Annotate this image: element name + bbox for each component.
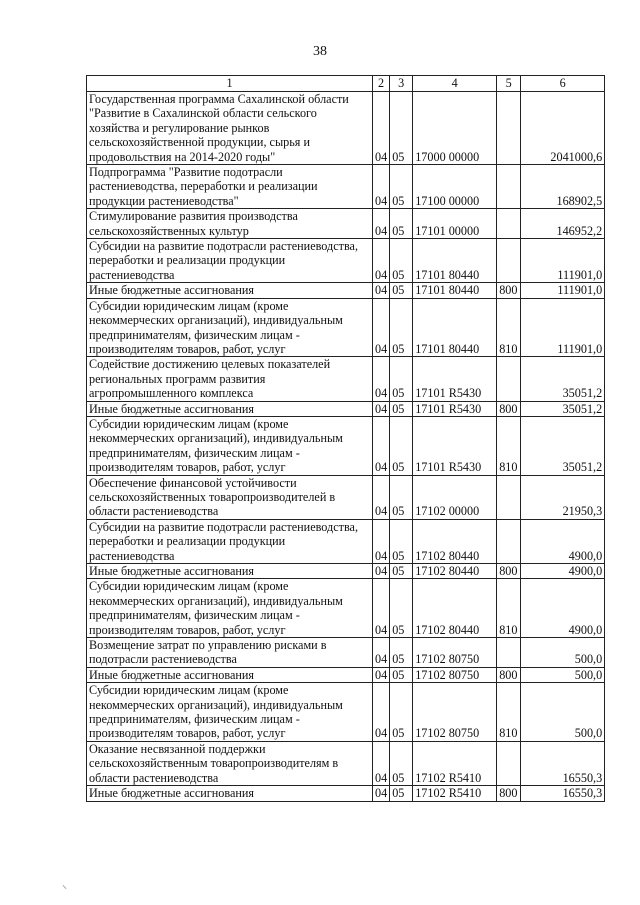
row-name: Иные бюджетные ассигнования bbox=[87, 283, 373, 298]
row-expense-type bbox=[497, 357, 521, 401]
row-subsection: 05 bbox=[390, 564, 413, 579]
row-expense-type bbox=[497, 519, 521, 563]
table-row bbox=[87, 283, 605, 298]
row-target-code: 17102 80750 bbox=[413, 638, 497, 668]
row-section: 04 bbox=[373, 519, 390, 563]
row-name: Иные бюджетные ассигнования bbox=[87, 564, 373, 579]
table-row bbox=[87, 564, 605, 579]
budget-table bbox=[86, 75, 605, 802]
row-expense-type: 800 bbox=[497, 564, 521, 579]
row-expense-type: 800 bbox=[497, 786, 521, 801]
col-header-5: 5 bbox=[497, 76, 521, 92]
row-target-code: 17101 R5430 bbox=[413, 416, 497, 475]
col-header-2: 2 bbox=[373, 76, 390, 92]
row-amount: 16550,3 bbox=[521, 741, 605, 785]
col-header-6: 6 bbox=[521, 76, 605, 92]
row-expense-type bbox=[497, 209, 521, 239]
row-amount: 111901,0 bbox=[521, 298, 605, 357]
row-subsection: 05 bbox=[390, 92, 413, 165]
row-subsection: 05 bbox=[390, 786, 413, 801]
row-name: Субсидии юридическим лицам (кроме некоммерческих организаций), индивидуальным предпринимателям, физическим лицам - производителям товаров, работ, услуг bbox=[87, 298, 373, 357]
row-name: Субсидии юридическим лицам (кроме некоммерческих организаций), индивидуальным предпринимателям, физическим лицам - производителям товаров, работ, услуг bbox=[87, 683, 373, 742]
table-row bbox=[87, 667, 605, 682]
row-section: 04 bbox=[373, 475, 390, 519]
row-section: 04 bbox=[373, 401, 390, 416]
row-target-code: 17101 80440 bbox=[413, 283, 497, 298]
row-amount: 111901,0 bbox=[521, 283, 605, 298]
table-row bbox=[87, 786, 605, 801]
row-name: Иные бюджетные ассигнования bbox=[87, 667, 373, 682]
row-subsection: 05 bbox=[390, 401, 413, 416]
row-amount: 35051,2 bbox=[521, 357, 605, 401]
table-row bbox=[87, 519, 605, 563]
row-expense-type bbox=[497, 741, 521, 785]
row-target-code: 17102 80440 bbox=[413, 579, 497, 638]
row-amount: 500,0 bbox=[521, 683, 605, 742]
row-name: Иные бюджетные ассигнования bbox=[87, 401, 373, 416]
row-subsection: 05 bbox=[390, 283, 413, 298]
row-expense-type: 810 bbox=[497, 298, 521, 357]
row-subsection: 05 bbox=[390, 579, 413, 638]
row-section: 04 bbox=[373, 741, 390, 785]
table-row bbox=[87, 741, 605, 785]
row-amount: 4900,0 bbox=[521, 519, 605, 563]
header-row bbox=[87, 76, 605, 92]
row-section: 04 bbox=[373, 416, 390, 475]
row-expense-type: 810 bbox=[497, 579, 521, 638]
row-amount: 21950,3 bbox=[521, 475, 605, 519]
table-row bbox=[87, 683, 605, 742]
row-section: 04 bbox=[373, 283, 390, 298]
row-amount: 4900,0 bbox=[521, 564, 605, 579]
table-row bbox=[87, 579, 605, 638]
row-subsection: 05 bbox=[390, 239, 413, 283]
row-name: Иные бюджетные ассигнования bbox=[87, 786, 373, 801]
table-row bbox=[87, 165, 605, 209]
row-section: 04 bbox=[373, 298, 390, 357]
row-subsection: 05 bbox=[390, 683, 413, 742]
row-section: 04 bbox=[373, 638, 390, 668]
row-name: Содействие достижению целевых показателей региональных программ развития агропромышленного комплекса bbox=[87, 357, 373, 401]
row-section: 04 bbox=[373, 239, 390, 283]
row-expense-type bbox=[497, 92, 521, 165]
row-section: 04 bbox=[373, 209, 390, 239]
row-section: 04 bbox=[373, 165, 390, 209]
row-expense-type bbox=[497, 475, 521, 519]
row-target-code: 17000 00000 bbox=[413, 92, 497, 165]
row-amount: 500,0 bbox=[521, 638, 605, 668]
row-expense-type bbox=[497, 638, 521, 668]
table-row bbox=[87, 239, 605, 283]
row-name: Подпрограмма "Развитие подотрасли растениеводства, переработки и реализации продукции растениеводства" bbox=[87, 165, 373, 209]
page-number: 38 bbox=[313, 44, 327, 59]
table-row bbox=[87, 209, 605, 239]
row-expense-type: 810 bbox=[497, 416, 521, 475]
table-row bbox=[87, 416, 605, 475]
row-subsection: 05 bbox=[390, 475, 413, 519]
table-row bbox=[87, 357, 605, 401]
row-name: Возмещение затрат по управлению рисками в подотрасли растениеводства bbox=[87, 638, 373, 668]
row-target-code: 17102 R5410 bbox=[413, 786, 497, 801]
row-subsection: 05 bbox=[390, 638, 413, 668]
row-target-code: 17101 80440 bbox=[413, 239, 497, 283]
row-amount: 500,0 bbox=[521, 667, 605, 682]
row-section: 04 bbox=[373, 564, 390, 579]
table-row bbox=[87, 475, 605, 519]
row-subsection: 05 bbox=[390, 165, 413, 209]
row-amount: 16550,3 bbox=[521, 786, 605, 801]
row-section: 04 bbox=[373, 92, 390, 165]
row-name: Субсидии на развитие подотрасли растениеводства, переработки и реализации продукции растениеводства bbox=[87, 519, 373, 563]
row-name: Государственная программа Сахалинской области "Развитие в Сахалинской области сельского хозяйства и регулирование рынков сельскохозяйственной продукции, сырья и продовольствия на 2014-2020 годы" bbox=[87, 92, 373, 165]
row-subsection: 05 bbox=[390, 357, 413, 401]
row-amount: 111901,0 bbox=[521, 239, 605, 283]
row-section: 04 bbox=[373, 786, 390, 801]
row-amount: 4900,0 bbox=[521, 579, 605, 638]
table-row bbox=[87, 298, 605, 357]
row-target-code: 17102 80440 bbox=[413, 564, 497, 579]
row-section: 04 bbox=[373, 579, 390, 638]
row-target-code: 17101 80440 bbox=[413, 298, 497, 357]
row-name: Субсидии юридическим лицам (кроме некоммерческих организаций), индивидуальным предпринимателям, физическим лицам - производителям товаров, работ, услуг bbox=[87, 416, 373, 475]
row-subsection: 05 bbox=[390, 741, 413, 785]
row-subsection: 05 bbox=[390, 519, 413, 563]
row-target-code: 17102 R5410 bbox=[413, 741, 497, 785]
row-expense-type bbox=[497, 165, 521, 209]
table-row bbox=[87, 92, 605, 165]
row-section: 04 bbox=[373, 357, 390, 401]
row-name: Оказание несвязанной поддержки сельскохозяйственным товаропроизводителям в области растениеводства bbox=[87, 741, 373, 785]
row-target-code: 17102 80750 bbox=[413, 683, 497, 742]
row-name: Обеспечение финансовой устойчивости сельскохозяйственных товаропроизводителей в области растениеводства bbox=[87, 475, 373, 519]
row-name: Субсидии юридическим лицам (кроме некоммерческих организаций), индивидуальным предпринимателям, физическим лицам - производителям товаров, работ, услуг bbox=[87, 579, 373, 638]
row-amount: 35051,2 bbox=[521, 416, 605, 475]
table-row bbox=[87, 638, 605, 668]
row-subsection: 05 bbox=[390, 667, 413, 682]
row-amount: 2041000,6 bbox=[521, 92, 605, 165]
col-header-3: 3 bbox=[390, 76, 413, 92]
row-expense-type: 800 bbox=[497, 401, 521, 416]
row-expense-type: 800 bbox=[497, 283, 521, 298]
col-header-1: 1 bbox=[87, 76, 373, 92]
row-target-code: 17100 00000 bbox=[413, 165, 497, 209]
row-name: Стимулирование развития производства сельскохозяйственных культур bbox=[87, 209, 373, 239]
scan-artifact: ⸜ bbox=[62, 880, 67, 891]
row-target-code: 17101 R5430 bbox=[413, 401, 497, 416]
row-amount: 168902,5 bbox=[521, 165, 605, 209]
row-amount: 35051,2 bbox=[521, 401, 605, 416]
row-target-code: 17102 00000 bbox=[413, 475, 497, 519]
col-header-4: 4 bbox=[413, 76, 497, 92]
row-target-code: 17102 80750 bbox=[413, 667, 497, 682]
row-target-code: 17101 R5430 bbox=[413, 357, 497, 401]
row-name: Субсидии на развитие подотрасли растениеводства, переработки и реализации продукции растениеводства bbox=[87, 239, 373, 283]
row-expense-type: 810 bbox=[497, 683, 521, 742]
row-target-code: 17102 80440 bbox=[413, 519, 497, 563]
row-section: 04 bbox=[373, 683, 390, 742]
row-section: 04 bbox=[373, 667, 390, 682]
row-subsection: 05 bbox=[390, 416, 413, 475]
row-expense-type: 800 bbox=[497, 667, 521, 682]
table-row bbox=[87, 401, 605, 416]
row-subsection: 05 bbox=[390, 298, 413, 357]
row-target-code: 17101 00000 bbox=[413, 209, 497, 239]
row-amount: 146952,2 bbox=[521, 209, 605, 239]
row-expense-type bbox=[497, 239, 521, 283]
row-subsection: 05 bbox=[390, 209, 413, 239]
